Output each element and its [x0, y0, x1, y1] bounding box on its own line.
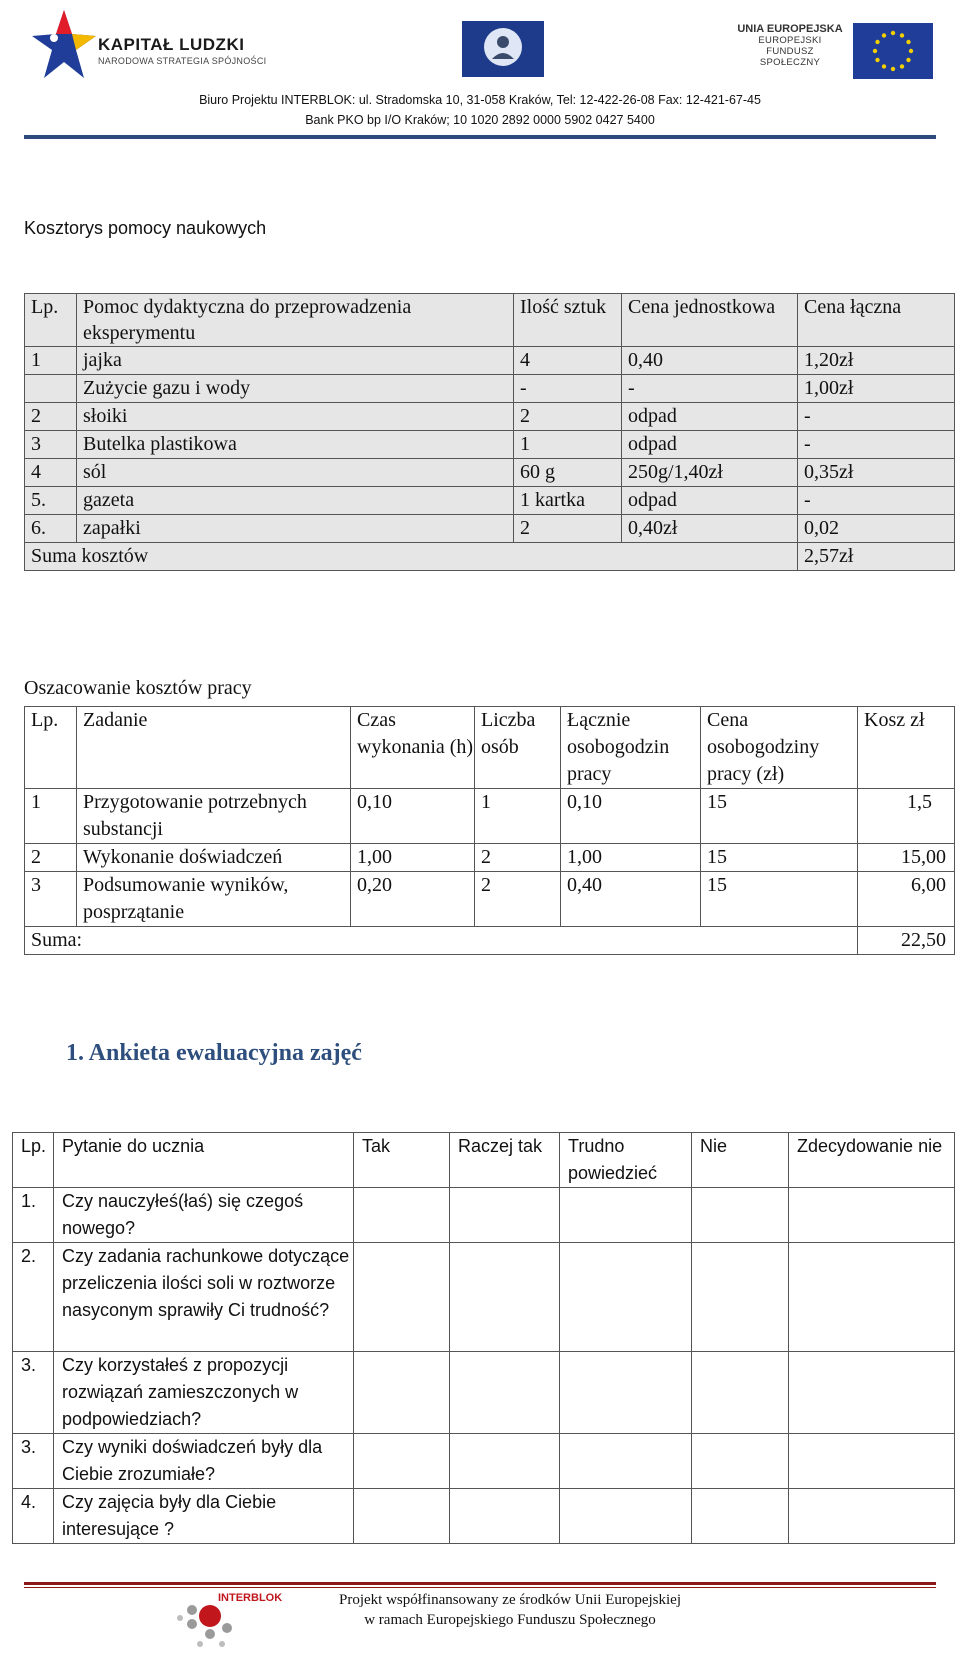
cell-total: 0,35zł	[798, 459, 955, 487]
table-row	[25, 515, 955, 543]
cell-question: Czy zajęcia były dla Ciebie interesujące ?	[54, 1489, 354, 1544]
cell-hourly-rate: 15	[701, 789, 858, 844]
table-row	[25, 403, 955, 431]
column-header: Tak	[354, 1133, 450, 1188]
eu-logo-line3: FUNDUSZ SPOŁECZNY	[759, 46, 821, 68]
footer-divider	[24, 1582, 936, 1585]
cell-lp	[25, 375, 77, 403]
answer-cell-no[interactable]	[692, 1188, 789, 1243]
answer-cell-definitely-no[interactable]	[789, 1188, 955, 1243]
labor-cost-title: Oszacowanie kosztów pracy	[24, 677, 252, 699]
answer-cell-yes[interactable]	[354, 1243, 450, 1352]
cell-quantity: -	[514, 375, 622, 403]
cell-unit-price: 0,40	[622, 347, 798, 375]
eu-logo-line1: UNIA EUROPEJSKA	[737, 23, 843, 35]
cell-people: 1	[475, 789, 561, 844]
table-header-row	[25, 294, 955, 347]
teaching-aids-cost-table	[24, 293, 955, 571]
cell-task: Wykonanie doświadczeń	[77, 844, 351, 872]
column-header: Lp.	[25, 294, 77, 347]
cell-lp: 4	[25, 459, 77, 487]
answer-cell-hard-to-say[interactable]	[560, 1434, 692, 1489]
cell-item: słoiki	[77, 403, 514, 431]
cell-item: gazeta	[77, 487, 514, 515]
eu-logo-text	[735, 23, 845, 68]
table-header-row	[25, 707, 955, 789]
table-header-row	[13, 1133, 955, 1188]
cell-item: jajka	[77, 347, 514, 375]
column-header: Cena jednostkowa	[622, 294, 798, 347]
answer-cell-rather-yes[interactable]	[450, 1352, 560, 1434]
cell-unit-price: 250g/1,40zł	[622, 459, 798, 487]
cell-total: 0,02	[798, 515, 955, 543]
cell-quantity: 60 g	[514, 459, 622, 487]
cell-lp: 6.	[25, 515, 77, 543]
cell-question: Czy zadania rachunkowe dotyczące przeliczenia ilości soli w roztworze nasyconym sprawiły Ci trudność?	[54, 1243, 354, 1352]
cell-unit-price: odpad	[622, 403, 798, 431]
kapital-ludzki-star-icon	[32, 8, 96, 84]
portrait-emblem	[462, 21, 544, 77]
cell-question: Czy wyniki doświadczeń były dla Ciebie zrozumiałe?	[54, 1434, 354, 1489]
evaluation-survey-table	[12, 1132, 955, 1544]
cell-lp: 1.	[13, 1188, 54, 1243]
table-row	[13, 1489, 955, 1544]
cell-cost: 6,00	[858, 872, 955, 927]
table-row	[25, 375, 955, 403]
cell-time: 0,20	[351, 872, 475, 927]
address-line-2: Bank PKO bp I/O Kraków; 10 1020 2892 0000 5902 0427 5400	[305, 113, 655, 127]
column-header: Raczej tak	[450, 1133, 560, 1188]
cell-task: Przygotowanie potrzebnych substancji	[77, 789, 351, 844]
answer-cell-no[interactable]	[692, 1352, 789, 1434]
answer-cell-no[interactable]	[692, 1434, 789, 1489]
address-line-1: Biuro Projektu INTERBLOK: ul. Stradomska 10, 31-058 Kraków, Tel: 12-422-26-08 Fax: 12-421-67-45	[199, 93, 761, 107]
survey-heading: 1. Ankieta ewaluacyjna zajęć	[66, 1040, 362, 1066]
footer-cofinancing-line2: w ramach Europejskiego Funduszu Społecznego	[364, 1612, 656, 1628]
table-row	[13, 1243, 955, 1352]
column-header: Pomoc dydaktyczna do przeprowadzenia eksperymentu	[77, 294, 514, 347]
cell-unit-price: odpad	[622, 431, 798, 459]
cell-lp: 1	[25, 347, 77, 375]
answer-cell-definitely-no[interactable]	[789, 1352, 955, 1434]
cell-lp: 5.	[25, 487, 77, 515]
kapital-ludzki-title: KAPITAŁ LUDZKI	[98, 35, 245, 54]
eu-flag-icon	[853, 23, 933, 79]
cell-hourly-rate: 15	[701, 872, 858, 927]
column-header: Łącznie osobogodzin pracy	[561, 707, 701, 789]
column-header: Kosz zł	[858, 707, 955, 789]
table-sum-row	[25, 927, 955, 955]
cell-person-hours: 0,10	[561, 789, 701, 844]
cell-quantity: 2	[514, 403, 622, 431]
column-header: Cena łączna	[798, 294, 955, 347]
cell-lp: 3.	[13, 1434, 54, 1489]
answer-cell-definitely-no[interactable]	[789, 1243, 955, 1352]
column-header: Liczba osób	[475, 707, 561, 789]
answer-cell-definitely-no[interactable]	[789, 1489, 955, 1544]
column-header: Nie	[692, 1133, 789, 1188]
cell-lp: 3.	[13, 1352, 54, 1434]
cell-total: 1,20zł	[798, 347, 955, 375]
cell-people: 2	[475, 872, 561, 927]
cell-lp: 2.	[13, 1243, 54, 1352]
column-header: Trudno powiedzieć	[560, 1133, 692, 1188]
column-header: Ilość sztuk	[514, 294, 622, 347]
kapital-ludzki-subtitle: NARODOWA STRATEGIA SPÓJNOŚCI	[98, 56, 267, 66]
table-row	[25, 789, 955, 844]
table-row	[25, 872, 955, 927]
cell-time: 0,10	[351, 789, 475, 844]
answer-cell-yes[interactable]	[354, 1352, 450, 1434]
answer-cell-rather-yes[interactable]	[450, 1489, 560, 1544]
sum-value: 2,57zł	[798, 543, 955, 571]
answer-cell-hard-to-say[interactable]	[560, 1188, 692, 1243]
cell-unit-price: -	[622, 375, 798, 403]
cell-item: Zużycie gazu i wody	[77, 375, 514, 403]
sum-label: Suma:	[25, 927, 858, 955]
sum-value: 22,50	[858, 927, 955, 955]
cell-total: -	[798, 431, 955, 459]
portrait-emblem-icon	[462, 21, 544, 77]
cell-total: 1,00zł	[798, 375, 955, 403]
answer-cell-definitely-no[interactable]	[789, 1434, 955, 1489]
column-header: Zdecydowanie nie	[789, 1133, 955, 1188]
table-row	[13, 1188, 955, 1243]
cell-quantity: 1 kartka	[514, 487, 622, 515]
column-header: Lp.	[25, 707, 77, 789]
cell-item: sól	[77, 459, 514, 487]
cell-person-hours: 1,00	[561, 844, 701, 872]
cell-total: -	[798, 403, 955, 431]
cell-lp: 3	[25, 431, 77, 459]
sum-label: Suma kosztów	[25, 543, 798, 571]
cell-task: Podsumowanie wyników, posprzątanie	[77, 872, 351, 927]
cell-question: Czy nauczyłeś(łaś) się czegoś nowego?	[54, 1188, 354, 1243]
footer-cofinancing-line1: Projekt współfinansowany ze środków Unii Europejskiej	[338, 1592, 682, 1608]
cell-lp: 4.	[13, 1489, 54, 1544]
answer-cell-hard-to-say[interactable]	[560, 1352, 692, 1434]
answer-cell-no[interactable]	[692, 1243, 789, 1352]
cell-unit-price: odpad	[622, 487, 798, 515]
table-row	[25, 459, 955, 487]
column-header: Cena osobogodziny pracy (zł)	[701, 707, 858, 789]
column-header: Czas wykonania (h)	[351, 707, 475, 789]
cell-person-hours: 0,40	[561, 872, 701, 927]
header-divider	[24, 135, 936, 139]
table-row	[25, 347, 955, 375]
cell-lp: 1	[25, 789, 77, 844]
column-header: Zadanie	[77, 707, 351, 789]
interblok-logo-text: INTERBLOK	[218, 1592, 283, 1604]
cell-unit-price: 0,40zł	[622, 515, 798, 543]
column-header: Pytanie do ucznia	[54, 1133, 354, 1188]
footer-divider-thin	[24, 1587, 936, 1588]
table-row	[25, 487, 955, 515]
cell-quantity: 1	[514, 431, 622, 459]
answer-cell-rather-yes[interactable]	[450, 1243, 560, 1352]
column-header: Lp.	[13, 1133, 54, 1188]
answer-cell-hard-to-say[interactable]	[560, 1489, 692, 1544]
cell-hourly-rate: 15	[701, 844, 858, 872]
answer-cell-rather-yes[interactable]	[450, 1434, 560, 1489]
cell-lp: 3	[25, 872, 77, 927]
cell-lp: 2	[25, 844, 77, 872]
table-row	[25, 431, 955, 459]
cell-lp: 2	[25, 403, 77, 431]
cell-cost: 15,00	[858, 844, 955, 872]
answer-cell-no[interactable]	[692, 1489, 789, 1544]
cell-quantity: 4	[514, 347, 622, 375]
cell-item: zapałki	[77, 515, 514, 543]
cell-quantity: 2	[514, 515, 622, 543]
cell-people: 2	[475, 844, 561, 872]
cell-item: Butelka plastikowa	[77, 431, 514, 459]
cell-time: 1,00	[351, 844, 475, 872]
cell-question: Czy korzystałeś z propozycji rozwiązań zamieszczonych w podpowiedziach?	[54, 1352, 354, 1434]
cost-estimate-title: Kosztorys pomocy naukowych	[24, 218, 267, 238]
answer-cell-yes[interactable]	[354, 1489, 450, 1544]
answer-cell-rather-yes[interactable]	[450, 1188, 560, 1243]
table-row	[13, 1352, 955, 1434]
table-row	[13, 1434, 955, 1489]
table-row	[25, 844, 955, 872]
labor-cost-table	[24, 706, 955, 955]
cell-total: -	[798, 487, 955, 515]
answer-cell-yes[interactable]	[354, 1434, 450, 1489]
table-sum-row	[25, 543, 955, 571]
cell-cost: 1,5	[858, 789, 955, 844]
eu-logo-line2: EUROPEJSKI	[758, 35, 822, 46]
answer-cell-hard-to-say[interactable]	[560, 1243, 692, 1352]
answer-cell-yes[interactable]	[354, 1188, 450, 1243]
